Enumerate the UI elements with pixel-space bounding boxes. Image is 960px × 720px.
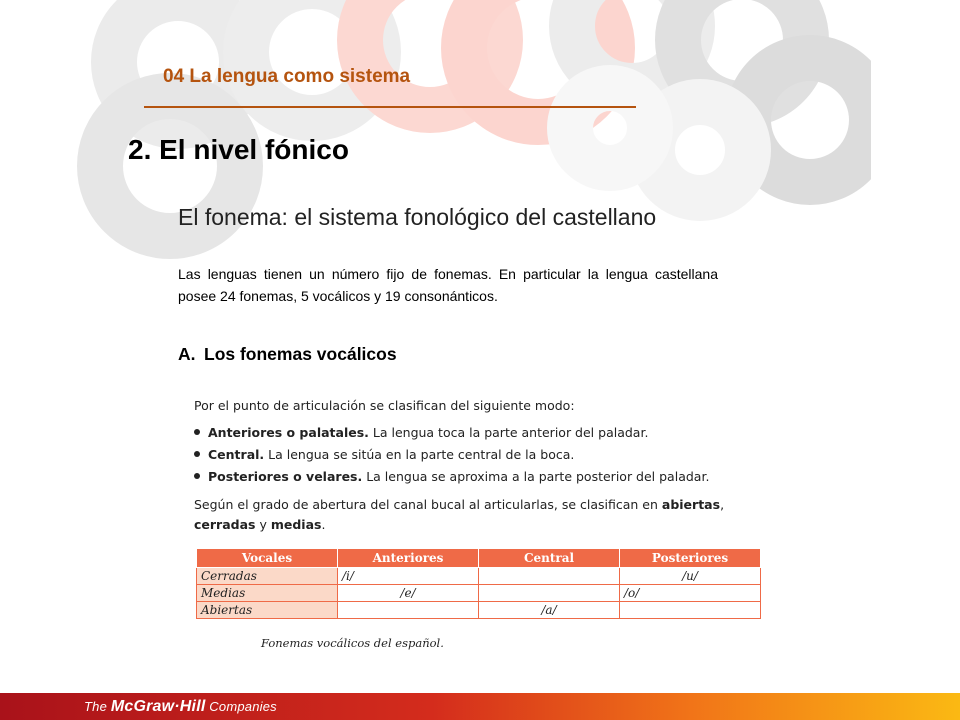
textbook-excerpt bbox=[194, 396, 762, 535]
aperture-text: Según el grado de abertura del canal bucal al articularlas, se clasifican en bbox=[194, 497, 662, 512]
list-item bbox=[194, 466, 762, 488]
list-item-term: Posteriores o velares. bbox=[208, 469, 363, 484]
aperture-paragraph bbox=[194, 495, 762, 535]
articulation-intro: Por el punto de articulación se clasifican del siguiente modo: bbox=[194, 398, 575, 413]
list-item-text: La lengua se sitúa en la parte central de la boca. bbox=[264, 447, 575, 462]
separator: y bbox=[255, 517, 271, 532]
term-cerradas: cerradas bbox=[194, 517, 256, 532]
logo-companies: Companies bbox=[205, 699, 277, 714]
table-cell: /e/ bbox=[338, 585, 479, 602]
list-item bbox=[194, 444, 762, 466]
row-header: Abiertas bbox=[197, 602, 338, 619]
table-caption: Fonemas vocálicos del español. bbox=[261, 636, 444, 650]
table-cell: /o/ bbox=[620, 585, 761, 602]
table-row bbox=[197, 585, 761, 602]
separator: , bbox=[720, 497, 725, 512]
section-title: 2. El nivel fónico bbox=[128, 134, 349, 165]
table-cell bbox=[620, 602, 761, 619]
bullet-icon bbox=[194, 429, 200, 435]
intro-paragraph: Las lenguas tienen un número fijo de fonemas. En particular la lengua castellana posee 24 fonemas, 5 vocálicos y 19 consonánticos. bbox=[178, 266, 718, 304]
table-row bbox=[197, 602, 761, 619]
column-header: Central bbox=[479, 549, 620, 568]
logo-brand: McGraw·Hill bbox=[110, 698, 206, 715]
list-item bbox=[194, 422, 762, 444]
row-header: Cerradas bbox=[197, 568, 338, 585]
list-item-text: La lengua se aproxima a la parte posterior del paladar. bbox=[362, 469, 710, 484]
bullet-icon bbox=[194, 473, 200, 479]
column-header: Anteriores bbox=[338, 549, 479, 568]
list-item-term: Anteriores o palatales. bbox=[208, 425, 369, 440]
column-header: Posteriores bbox=[620, 549, 761, 568]
term-medias: medias bbox=[270, 517, 322, 532]
term-abiertas: abiertas bbox=[661, 497, 721, 512]
sentence-end: . bbox=[321, 517, 326, 532]
table-cell bbox=[338, 602, 479, 619]
table-cell: /i/ bbox=[338, 568, 479, 585]
articulation-list bbox=[194, 422, 762, 488]
vowel-phonemes-table bbox=[196, 548, 761, 619]
table-row bbox=[197, 568, 761, 585]
list-item-term: Central. bbox=[208, 447, 265, 462]
table-cell bbox=[479, 568, 620, 585]
subsection-title: El fonema: el sistema fonológico del castellano bbox=[178, 204, 657, 230]
table-cell bbox=[479, 585, 620, 602]
table-cell: /a/ bbox=[479, 602, 620, 619]
bullet-icon bbox=[194, 451, 200, 457]
logo-the: The bbox=[84, 699, 111, 714]
table-cell: /u/ bbox=[620, 568, 761, 585]
chapter-title-underline bbox=[144, 106, 636, 108]
chapter-title: 04 La lengua como sistema bbox=[163, 66, 411, 87]
heading-label: Los fonemas vocálicos bbox=[204, 344, 397, 364]
list-item-text: La lengua toca la parte anterior del paladar. bbox=[368, 425, 649, 440]
column-header: Vocales bbox=[197, 549, 338, 568]
publisher-logo bbox=[84, 698, 277, 716]
table-header-row bbox=[197, 549, 761, 568]
row-header: Medias bbox=[197, 585, 338, 602]
vowel-phonemes-heading bbox=[178, 344, 397, 365]
heading-letter: A. bbox=[178, 344, 196, 364]
